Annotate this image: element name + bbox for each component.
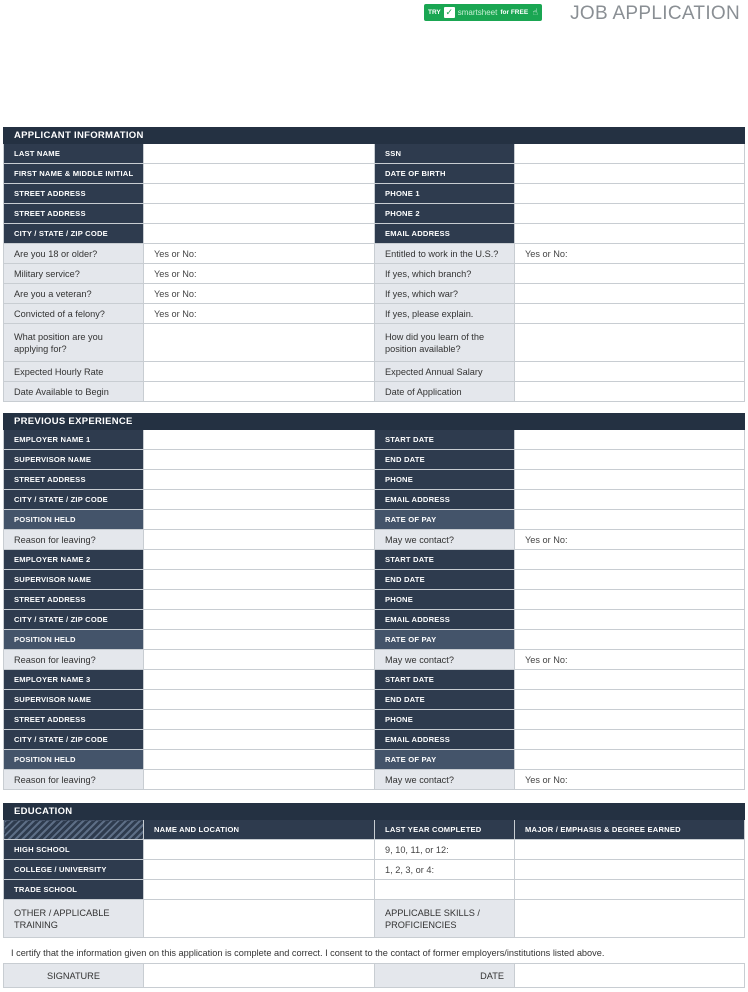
start-date-3-field[interactable] bbox=[515, 670, 745, 690]
veteran-question-label: Are you a veteran? bbox=[4, 284, 144, 304]
employer-street-3-field[interactable] bbox=[144, 710, 375, 730]
war-answer-field[interactable] bbox=[515, 284, 745, 304]
skills-label: APPLICABLE SKILLS / PROFICIENCIES bbox=[375, 900, 515, 938]
war-question-label: If yes, which war? bbox=[375, 284, 515, 304]
employer-email-2-field[interactable] bbox=[515, 610, 745, 630]
smartsheet-try-badge[interactable] bbox=[424, 4, 542, 21]
ssn-label: SSN bbox=[375, 144, 515, 164]
may-contact-3-field[interactable]: Yes or No: bbox=[515, 770, 745, 790]
signature-field[interactable] bbox=[144, 964, 375, 988]
name-location-header: NAME AND LOCATION bbox=[144, 820, 375, 840]
college-year-field[interactable]: 1, 2, 3, or 4: bbox=[375, 860, 515, 880]
employer-street-1-label: STREET ADDRESS bbox=[4, 470, 144, 490]
position-held-3-field[interactable] bbox=[144, 750, 375, 770]
section-title-applicant: APPLICANT INFORMATION bbox=[4, 128, 745, 144]
education-table bbox=[3, 803, 745, 938]
trade-school-year-field[interactable] bbox=[375, 880, 515, 900]
date-label: DATE bbox=[375, 964, 515, 988]
employer-city-3-label: CITY / STATE / ZIP CODE bbox=[4, 730, 144, 750]
previous-experience-table bbox=[3, 413, 745, 790]
section-title-experience: PREVIOUS EXPERIENCE bbox=[4, 414, 745, 430]
first-name-field[interactable] bbox=[144, 164, 375, 184]
branch-question-label: If yes, which branch? bbox=[375, 264, 515, 284]
rate-of-pay-3-field[interactable] bbox=[515, 750, 745, 770]
start-date-2-label: START DATE bbox=[375, 550, 515, 570]
supervisor-3-label: SUPERVISOR NAME bbox=[4, 690, 144, 710]
reason-leaving-2-label: Reason for leaving? bbox=[4, 650, 144, 670]
section-title-education: EDUCATION bbox=[4, 804, 745, 820]
applicant-information-table bbox=[3, 127, 745, 402]
employer-phone-3-field[interactable] bbox=[515, 710, 745, 730]
employer-email-3-label: EMAIL ADDRESS bbox=[375, 730, 515, 750]
end-date-3-field[interactable] bbox=[515, 690, 745, 710]
employer-name-1-label: EMPLOYER NAME 1 bbox=[4, 430, 144, 450]
date-available-label: Date Available to Begin bbox=[4, 382, 144, 402]
other-training-field[interactable] bbox=[144, 900, 375, 938]
employer-email-1-label: EMAIL ADDRESS bbox=[375, 490, 515, 510]
employer-street-3-label: STREET ADDRESS bbox=[4, 710, 144, 730]
employer-city-1-label: CITY / STATE / ZIP CODE bbox=[4, 490, 144, 510]
street-address-2-label: STREET ADDRESS bbox=[4, 204, 144, 224]
explain-answer-field[interactable] bbox=[515, 304, 745, 324]
position-question-label: What position are you applying for? bbox=[4, 324, 144, 362]
annual-salary-field[interactable] bbox=[515, 362, 745, 382]
employer-phone-2-label: PHONE bbox=[375, 590, 515, 610]
military-answer-field[interactable]: Yes or No: bbox=[144, 264, 375, 284]
college-major-field[interactable] bbox=[515, 860, 745, 880]
city-state-zip-label: CITY / STATE / ZIP CODE bbox=[4, 224, 144, 244]
may-contact-3-label: May we contact? bbox=[375, 770, 515, 790]
phone-2-field[interactable] bbox=[515, 204, 745, 224]
employer-name-3-field[interactable] bbox=[144, 670, 375, 690]
skills-field[interactable] bbox=[515, 900, 745, 938]
position-held-2-field[interactable] bbox=[144, 630, 375, 650]
high-school-label: HIGH SCHOOL bbox=[4, 840, 144, 860]
rate-of-pay-2-label: RATE OF PAY bbox=[375, 630, 515, 650]
major-degree-header: MAJOR / EMPHASIS & DEGREE EARNED bbox=[515, 820, 745, 840]
employer-name-2-field[interactable] bbox=[144, 550, 375, 570]
signature-table bbox=[3, 963, 745, 988]
last-name-field[interactable] bbox=[144, 144, 375, 164]
employer-city-1-field[interactable] bbox=[144, 490, 375, 510]
branch-answer-field[interactable] bbox=[515, 264, 745, 284]
high-school-year-field[interactable]: 9, 10, 11, or 12: bbox=[375, 840, 515, 860]
rate-of-pay-2-field[interactable] bbox=[515, 630, 745, 650]
position-held-3-label: POSITION HELD bbox=[4, 750, 144, 770]
employer-city-3-field[interactable] bbox=[144, 730, 375, 750]
certification-statement: I certify that the information given on this application is complete and correct. I consent to the contact of former employers/institutions listed above. bbox=[11, 948, 605, 958]
employer-street-2-field[interactable] bbox=[144, 590, 375, 610]
trade-school-major-field[interactable] bbox=[515, 880, 745, 900]
last-year-header: LAST YEAR COMPLETED bbox=[375, 820, 515, 840]
position-held-1-field[interactable] bbox=[144, 510, 375, 530]
position-held-1-label: POSITION HELD bbox=[4, 510, 144, 530]
dob-field[interactable] bbox=[515, 164, 745, 184]
may-contact-1-field[interactable]: Yes or No: bbox=[515, 530, 745, 550]
phone-1-label: PHONE 1 bbox=[375, 184, 515, 204]
rate-of-pay-1-label: RATE OF PAY bbox=[375, 510, 515, 530]
position-answer-field[interactable] bbox=[144, 324, 375, 362]
trade-school-label: TRADE SCHOOL bbox=[4, 880, 144, 900]
military-question-label: Military service? bbox=[4, 264, 144, 284]
start-date-1-field[interactable] bbox=[515, 430, 745, 450]
end-date-1-field[interactable] bbox=[515, 450, 745, 470]
college-label: COLLEGE / UNIVERSITY bbox=[4, 860, 144, 880]
rate-of-pay-3-label: RATE OF PAY bbox=[375, 750, 515, 770]
page-title: JOB APPLICATION bbox=[570, 3, 740, 24]
employer-street-1-field[interactable] bbox=[144, 470, 375, 490]
college-name-field[interactable] bbox=[144, 860, 375, 880]
employer-email-1-field[interactable] bbox=[515, 490, 745, 510]
date-available-field[interactable] bbox=[144, 382, 375, 402]
felony-question-label: Convicted of a felony? bbox=[4, 304, 144, 324]
position-held-2-label: POSITION HELD bbox=[4, 630, 144, 650]
supervisor-2-field[interactable] bbox=[144, 570, 375, 590]
ssn-field[interactable] bbox=[515, 144, 745, 164]
annual-salary-label: Expected Annual Salary bbox=[375, 362, 515, 382]
employer-phone-2-field[interactable] bbox=[515, 590, 745, 610]
employer-name-1-field[interactable] bbox=[144, 430, 375, 450]
start-date-1-label: START DATE bbox=[375, 430, 515, 450]
other-training-label: OTHER / APPLICABLE TRAINING bbox=[4, 900, 144, 938]
entitled-answer-field[interactable]: Yes or No: bbox=[515, 244, 745, 264]
felony-answer-field[interactable]: Yes or No: bbox=[144, 304, 375, 324]
supervisor-2-label: SUPERVISOR NAME bbox=[4, 570, 144, 590]
end-date-2-field[interactable] bbox=[515, 570, 745, 590]
employer-city-2-label: CITY / STATE / ZIP CODE bbox=[4, 610, 144, 630]
high-school-major-field[interactable] bbox=[515, 840, 745, 860]
employer-phone-1-field[interactable] bbox=[515, 470, 745, 490]
reason-leaving-3-label: Reason for leaving? bbox=[4, 770, 144, 790]
age-answer-field[interactable]: Yes or No: bbox=[144, 244, 375, 264]
end-date-1-label: END DATE bbox=[375, 450, 515, 470]
employer-phone-3-label: PHONE bbox=[375, 710, 515, 730]
hourly-rate-field[interactable] bbox=[144, 362, 375, 382]
phone-2-label: PHONE 2 bbox=[375, 204, 515, 224]
entitled-question-label: Entitled to work in the U.S.? bbox=[375, 244, 515, 264]
high-school-name-field[interactable] bbox=[144, 840, 375, 860]
end-date-2-label: END DATE bbox=[375, 570, 515, 590]
phone-1-field[interactable] bbox=[515, 184, 745, 204]
street-address-2-field[interactable] bbox=[144, 204, 375, 224]
may-contact-1-label: May we contact? bbox=[375, 530, 515, 550]
email-label: EMAIL ADDRESS bbox=[375, 224, 515, 244]
checkmark-icon: ✓ bbox=[445, 7, 454, 17]
hatched-header-cell bbox=[4, 820, 144, 840]
employer-city-2-field[interactable] bbox=[144, 610, 375, 630]
employer-name-2-label: EMPLOYER NAME 2 bbox=[4, 550, 144, 570]
explain-question-label: If yes, please explain. bbox=[375, 304, 515, 324]
end-date-3-label: END DATE bbox=[375, 690, 515, 710]
start-date-3-label: START DATE bbox=[375, 670, 515, 690]
city-state-zip-field[interactable] bbox=[144, 224, 375, 244]
supervisor-3-field[interactable] bbox=[144, 690, 375, 710]
reason-leaving-1-label: Reason for leaving? bbox=[4, 530, 144, 550]
signature-label: SIGNATURE bbox=[4, 964, 144, 988]
employer-street-2-label: STREET ADDRESS bbox=[4, 590, 144, 610]
employer-name-3-label: EMPLOYER NAME 3 bbox=[4, 670, 144, 690]
application-date-field[interactable] bbox=[515, 382, 745, 402]
application-date-label: Date of Application bbox=[375, 382, 515, 402]
signature-date-field[interactable] bbox=[515, 964, 745, 988]
dob-label: DATE OF BIRTH bbox=[375, 164, 515, 184]
rate-of-pay-1-field[interactable] bbox=[515, 510, 745, 530]
email-field[interactable] bbox=[515, 224, 745, 244]
street-address-1-field[interactable] bbox=[144, 184, 375, 204]
may-contact-2-field[interactable]: Yes or No: bbox=[515, 650, 745, 670]
badge-brand-text: smartsheet bbox=[457, 8, 498, 17]
first-name-label: FIRST NAME & MIDDLE INITIAL bbox=[4, 164, 144, 184]
supervisor-1-label: SUPERVISOR NAME bbox=[4, 450, 144, 470]
may-contact-2-label: May we contact? bbox=[375, 650, 515, 670]
veteran-answer-field[interactable]: Yes or No: bbox=[144, 284, 375, 304]
employer-email-3-field[interactable] bbox=[515, 730, 745, 750]
badge-free-text: for FREE bbox=[500, 9, 529, 16]
reason-leaving-1-field[interactable] bbox=[144, 530, 375, 550]
learn-answer-field[interactable] bbox=[515, 324, 745, 362]
reason-leaving-2-field[interactable] bbox=[144, 650, 375, 670]
age-question-label: Are you 18 or older? bbox=[4, 244, 144, 264]
hourly-rate-label: Expected Hourly Rate bbox=[4, 362, 144, 382]
learn-question-label: How did you learn of the position available? bbox=[375, 324, 515, 362]
start-date-2-field[interactable] bbox=[515, 550, 745, 570]
supervisor-1-field[interactable] bbox=[144, 450, 375, 470]
reason-leaving-3-field[interactable] bbox=[144, 770, 375, 790]
badge-try-text: TRY bbox=[428, 9, 441, 16]
trade-school-name-field[interactable] bbox=[144, 880, 375, 900]
last-name-label: LAST NAME bbox=[4, 144, 144, 164]
employer-phone-1-label: PHONE bbox=[375, 470, 515, 490]
employer-email-2-label: EMAIL ADDRESS bbox=[375, 610, 515, 630]
street-address-1-label: STREET ADDRESS bbox=[4, 184, 144, 204]
pointer-hand-icon: ☝ bbox=[532, 7, 538, 17]
